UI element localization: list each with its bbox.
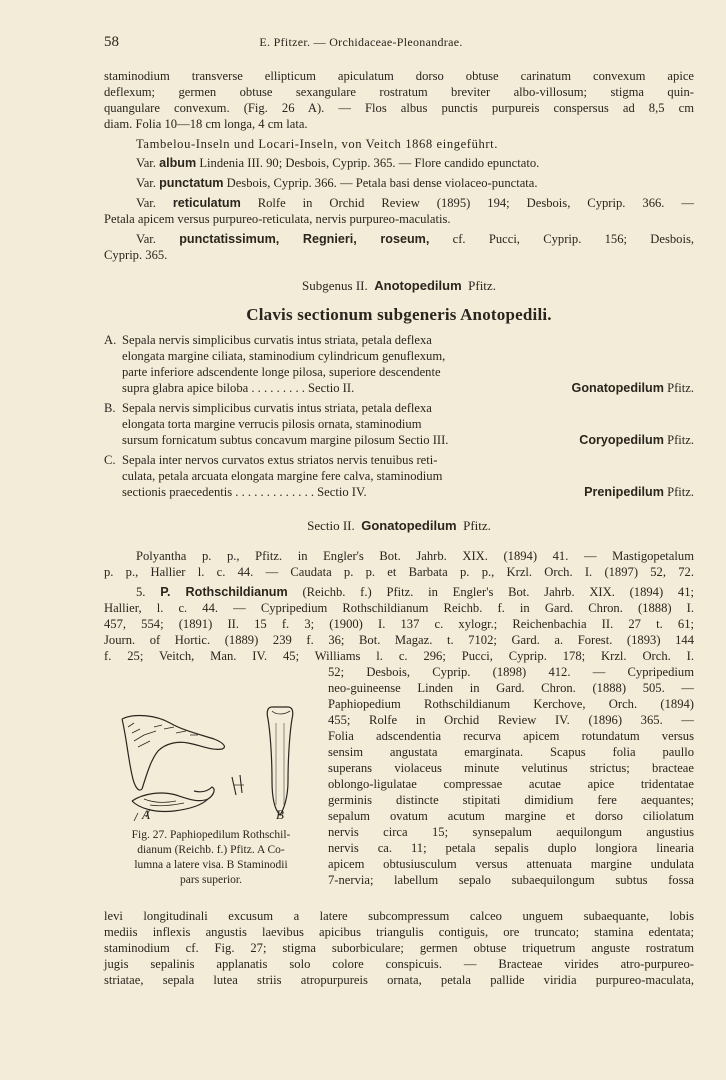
description-line: nervis ca. 11; petala sepalis duplo longiora linearia: [328, 841, 694, 855]
species-line: Journ. of Hortic. (1889) 239 f. 36; Bot. Magaz. t. 7102; Gard. a. Forest. (1893) 144: [104, 633, 694, 647]
variety-prefix: Var.: [136, 196, 156, 210]
key-line: [104, 452, 694, 468]
text-line: quangulare convexum. (Fig. 26 A). — Flos albus punctis purpureis conspersus ad 8,5 cm: [104, 101, 694, 115]
description-line: 455; Rolfe in Orchid Review IV. (1896) 365. —: [328, 713, 694, 727]
key-text: Sepala nervis simplicibus curvatis intus striata, petala deflexa: [122, 333, 432, 347]
key-label: A.: [104, 333, 117, 347]
key-line: culata, petala arcuata elongata margine fere calva, staminodium: [122, 469, 443, 483]
description-line: Paphiopedium Rothschildianum Kerchove, Orch. (1894): [328, 697, 694, 711]
variety-line: [136, 231, 694, 247]
running-header: E. Pfitzer. — Orchidaceae-Pleonandrae.: [259, 35, 463, 49]
species-line: 457, 554; (1891) II. 15 f. 3; (1900) I. 137 c. xylogr.; Reichenbachia II. 27 t. 61;: [104, 617, 694, 631]
description-line: apicem obtusiusculum versus attenuata margine undulata: [328, 857, 694, 871]
variety-text: Rolfe in Orchid Review (1895) 194; Desbois, Cyprip. 366. —: [257, 196, 694, 210]
key-section: [572, 380, 694, 396]
variety-prefix: Var.: [136, 232, 156, 246]
text-line: staminodium transverse ellipticum apiculatum dorso obtuse carinatum convexum apice: [104, 69, 694, 83]
key-line: elongata margine ciliata, staminodium cylindricum genuflexum,: [122, 349, 446, 363]
variety-text: cf. Pucci, Cyprip. 156; Desbois,: [452, 232, 694, 246]
variety-text: Desbois, Cyprip. 366. — Petala basi dense violaceo-punctata.: [226, 176, 538, 190]
section-name: Gonatopedilum: [361, 518, 457, 533]
key-text: sectionis praecedentis . . . . . . . . . . . . . Sectio IV.: [122, 485, 367, 499]
key-line: elongata torta margine verrucis pilosis ornata, staminodium: [122, 417, 422, 431]
variety-name: reticulatum: [172, 196, 241, 210]
species-line: Hallier, l. c. 44. — Cypripedium Rothschildianum Reichb. f. in Gard. Chron. (1888) I.: [104, 601, 694, 615]
variety-name: punctatissimum, Regnieri, roseum,: [179, 232, 430, 246]
figure-caption-line: dianum (Reichb. f.) Pfitz. A Co-: [137, 844, 285, 856]
description-line: staminodium cf. Fig. 27; stigma suborbiculare; germen obtuse triquetrum anguste rostratum: [104, 941, 694, 955]
key-label: C.: [104, 453, 116, 467]
subgenus-prefix: Subgenus II.: [302, 278, 368, 293]
figure-label-a: A: [142, 807, 150, 822]
section-name: Prenipedilum: [584, 485, 664, 499]
variety-prefix: Var.: [136, 156, 156, 170]
description-line: sensim angustata emarginata. Scapus folia paullo: [328, 745, 694, 759]
section-heading: [104, 518, 694, 534]
key-line: parte inferiore adscendente longe pilosa, superiore descendente: [122, 365, 441, 379]
figure-caption-line: pars superior.: [180, 874, 242, 886]
variety-name: album: [159, 156, 197, 170]
key-line: [122, 432, 694, 448]
clavis-title: Clavis sectionum subgeneris Anotopedili.: [246, 305, 552, 324]
variety-line: [136, 175, 726, 191]
species-citation: (Reichb. f.) Pfitz. in Engler's Bot. Jahrb. XIX. (1894) 41;: [302, 585, 694, 599]
variety-line: Petala apicem versus purpureo-reticulata, nervis purpureo-maculatis.: [104, 212, 451, 226]
description-line: sepalum ovatum acutum margine et dorso ciliolatum: [328, 809, 694, 823]
variety-line: [136, 195, 694, 211]
synonymy-line: Polyantha p. p., Pfitz. in Engler's Bot. Jahrb. XIX. (1894) 41. — Mastigopetalum: [136, 549, 694, 563]
description-line: nervis circa 15; synsepalum aequilongum angustius: [328, 825, 694, 839]
column-drawing-a: [122, 716, 224, 821]
text-line: diam. Folia 10—18 cm longa, 4 cm lata.: [104, 117, 308, 131]
description-line: levi longitudinali excusum a latere subcompressum calceo unguem subaequante, lobis: [104, 909, 694, 923]
description-line: neo-guineense Linden in Gard. Chron. (1888) 505. —: [328, 681, 694, 695]
figure-caption-line: Fig. 27. Paphiopedilum Rothschil-: [131, 829, 291, 841]
key-line: [122, 484, 694, 500]
section-author: Pfitz.: [667, 381, 694, 395]
description-line: superans violaceus minute velutinus strictus; bracteae: [328, 761, 694, 775]
synonymy-line: p. p., Hallier l. c. 44. — Caudata p. p. et Barbata p. p., Krzl. Orch. I. (1897) 52, 72.: [104, 565, 694, 579]
section-author: Pfitz.: [463, 518, 491, 533]
variety-prefix: Var.: [136, 176, 156, 190]
description-line: striatae, sepala lutea striis atropurpureis ornata, petala pallide viridia purpureo-maculata,: [104, 973, 694, 987]
figure-label-b: B: [276, 807, 284, 822]
description-line: oblongo-ligulatae compressae acutae apice tridentatae: [328, 777, 694, 791]
figure-caption-line: lumna a latere visa. B Staminodii: [134, 859, 288, 871]
description-line: 7-nervia; labellum sepalo subaequilongum subtus fossa: [328, 873, 694, 887]
key-section: [579, 432, 694, 448]
section-author: Pfitz.: [667, 433, 694, 447]
key-label: B.: [104, 401, 116, 415]
key-line: [122, 380, 694, 396]
variety-name: punctatum: [159, 176, 224, 190]
section-author: Pfitz.: [667, 485, 694, 499]
key-text: Sepala nervis simplicibus curvatis intus striata, petala deflexa: [122, 401, 432, 415]
variety-line: Cyprip. 365.: [104, 248, 168, 262]
subgenus-name: Anotopedilum: [374, 278, 462, 293]
figure-27: [104, 705, 314, 827]
key-text: Sepala inter nervos curvatos extus striatos nervis tenuibus reti-: [122, 453, 438, 467]
variety-line: [136, 155, 726, 171]
provenance-line: Tambelou-Inseln und Locari-Inseln, von Veitch 1868 eingeführt.: [136, 137, 499, 151]
subgenus-author: Pfitz.: [468, 278, 496, 293]
page-number: 58: [104, 34, 119, 50]
description-line: germinis distincte stipitati dimidium fere aequantes;: [328, 793, 694, 807]
scale-mark: [232, 775, 244, 795]
variety-text: Lindenia III. 90; Desbois, Cyprip. 365. — Flore candido epunctato.: [199, 156, 540, 170]
section-name: Coryopedilum: [579, 433, 664, 447]
key-line: [104, 332, 694, 348]
species-name: P. Rothschildianum: [160, 585, 288, 599]
description-line: mediis inflexis angustis laevibus apicibus triangulis contiguis, ore truncato; stamina edentata;: [104, 925, 694, 939]
key-line: [104, 400, 694, 416]
staminode-drawing-b: [267, 707, 293, 815]
key-section: [584, 484, 694, 500]
key-text: supra glabra apice biloba . . . . . . . . . Sectio II.: [122, 381, 355, 395]
species-number: 5.: [136, 585, 146, 599]
section-prefix: Sectio II.: [307, 518, 355, 533]
description-line: jugis sepalinis applanatis solo colore conspicuis. — Bracteae virides atro-purpureo-: [104, 957, 694, 971]
key-text: sursum fornicatum subtus concavum margine pilosum Sectio III.: [122, 433, 449, 447]
subgenus-heading: [104, 278, 694, 294]
text-line: deflexum; germen obtuse sexangulare rostratum breviter albo-villosum; stigma quin-: [104, 85, 694, 99]
species-line: [136, 584, 694, 600]
description-line: Folia adscendentia recurva apicem rotundatum versus: [328, 729, 694, 743]
section-name: Gonatopedilum: [571, 381, 664, 395]
description-line: 52; Desbois, Cyprip. (1898) 412. — Cypripedium: [328, 665, 694, 679]
species-line: f. 25; Veitch, Man. IV. 45; Williams l. c. 296; Pucci, Cyprip. 178; Krzl. Orch. I.: [104, 649, 694, 663]
